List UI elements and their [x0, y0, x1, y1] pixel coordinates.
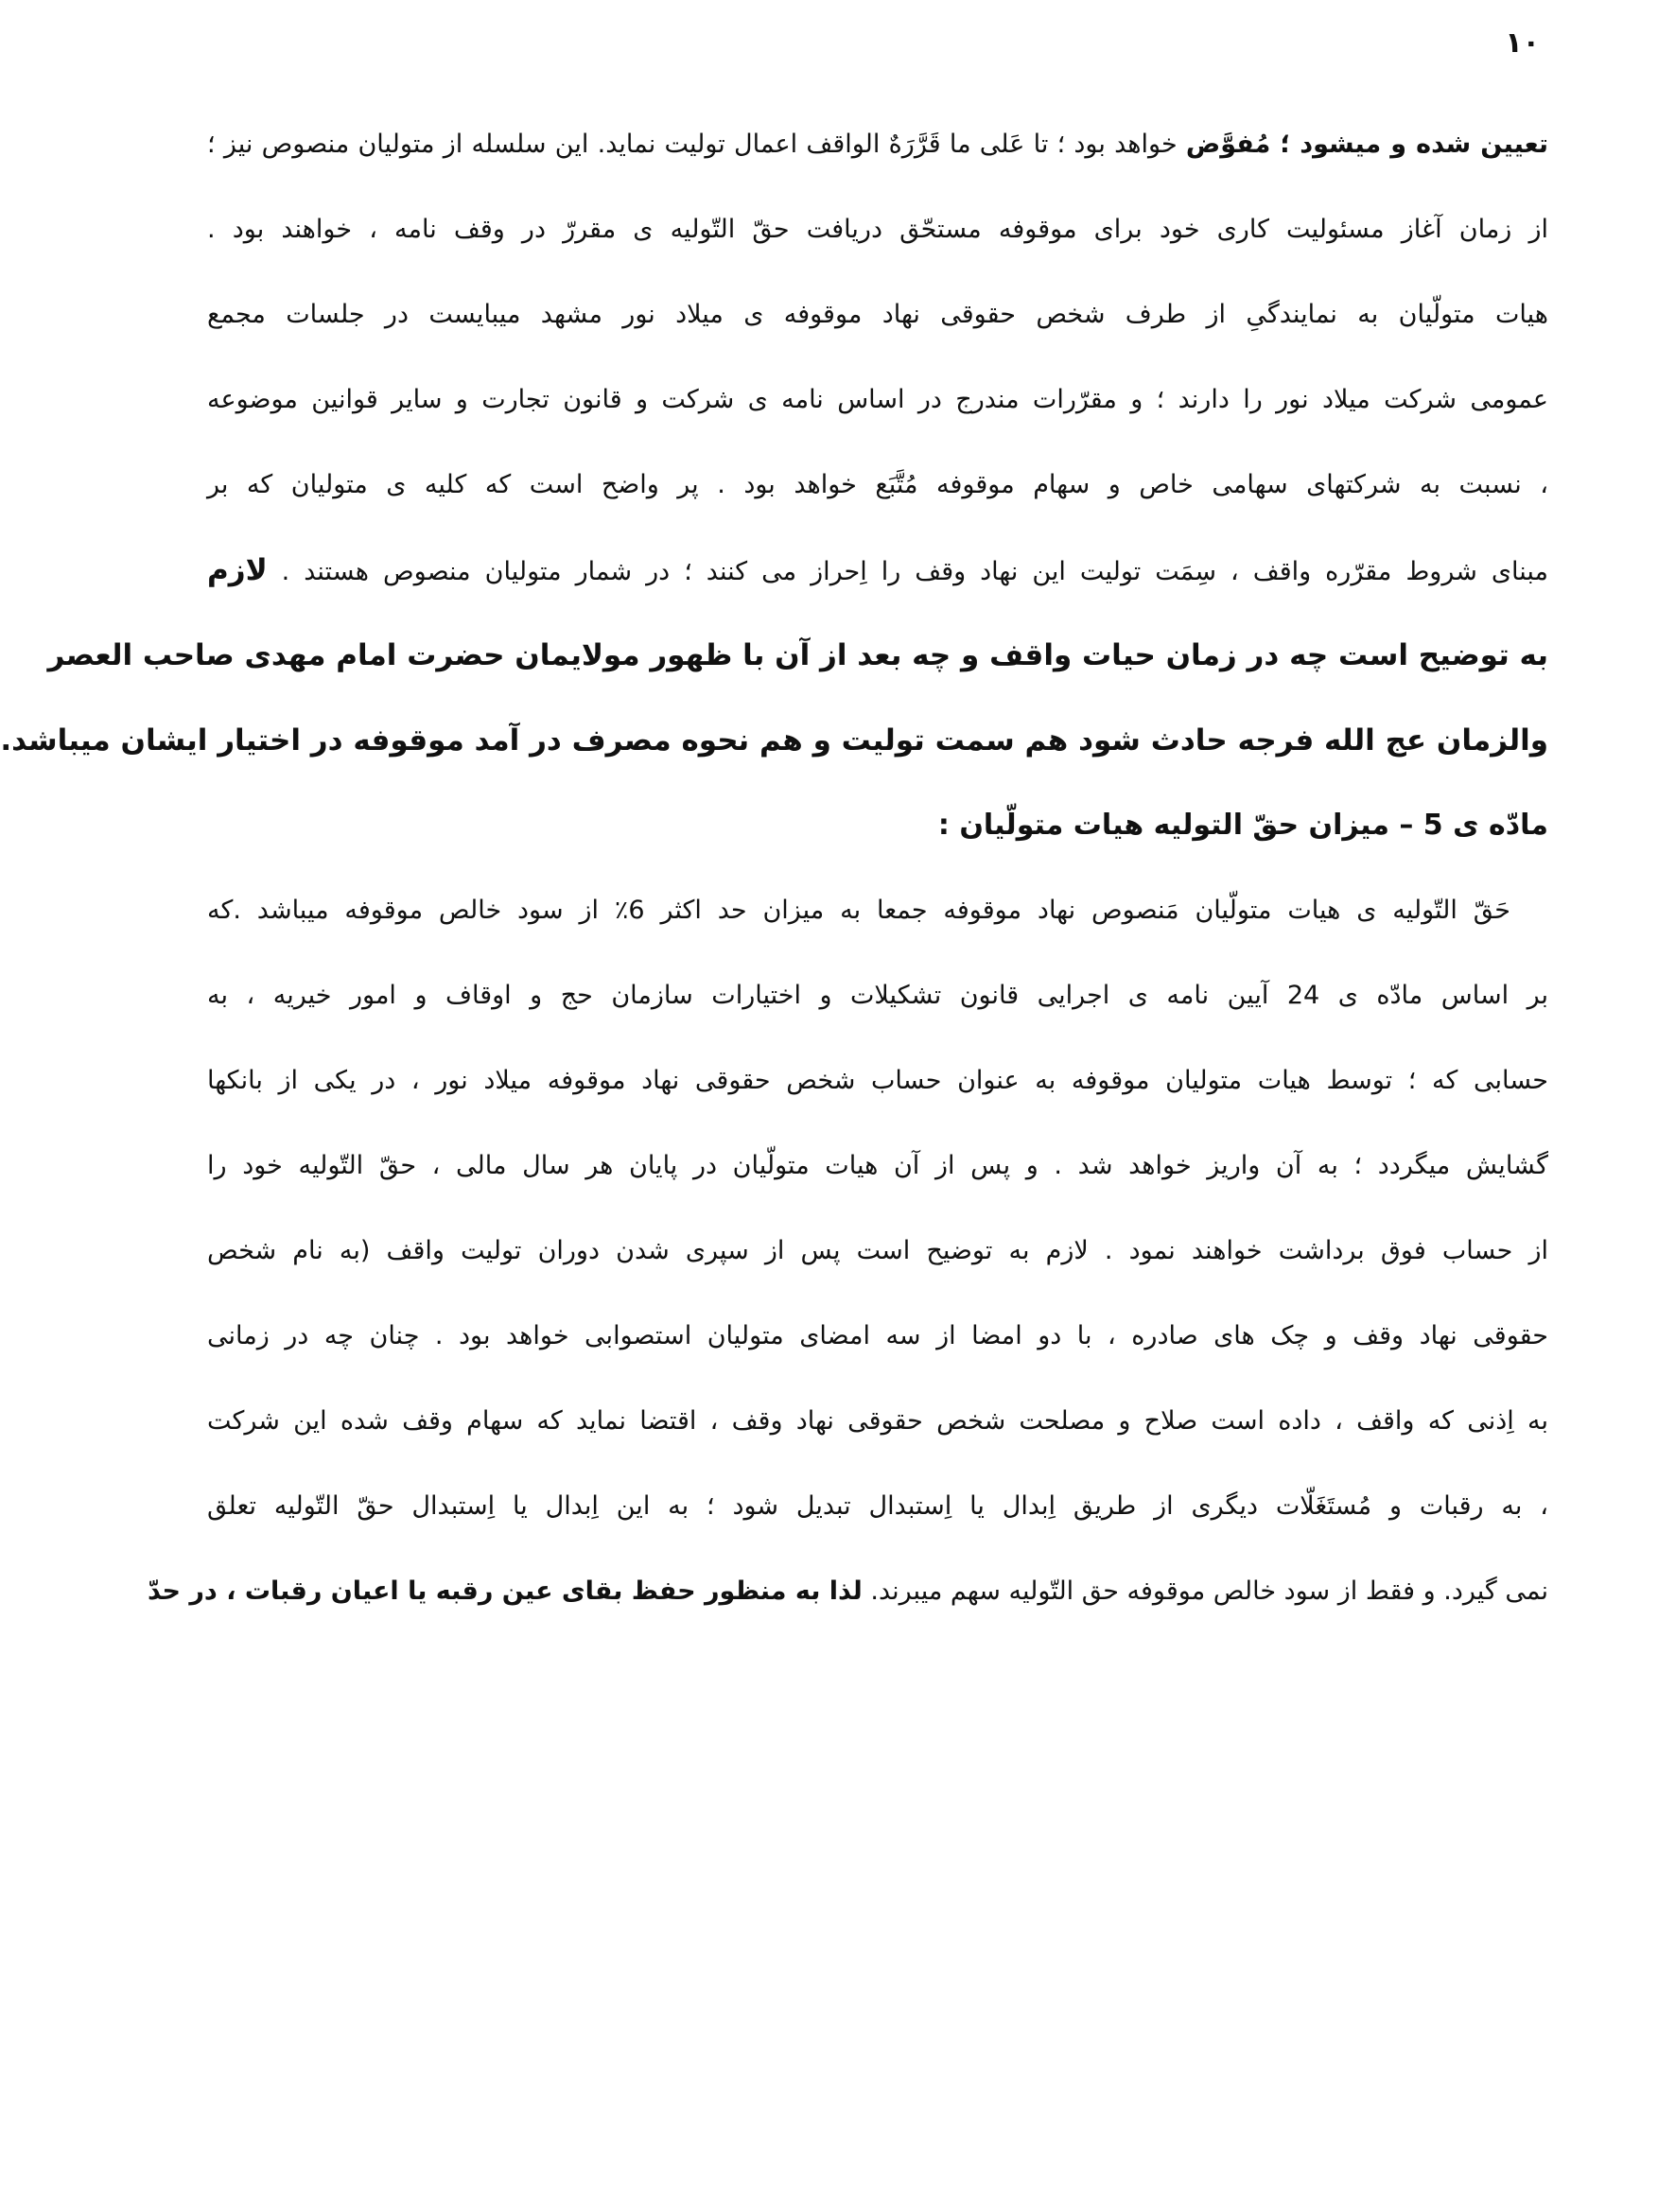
- line-text: حسابی که ؛ توسط هیات متولیان موقوفه به عنوان حساب شخص حقوقی نهاد موقوفه میلاد نور ، در یکی از بانکها: [207, 1066, 1548, 1095]
- line-text: بر اساس مادّه ی 24 آیین نامه ی اجرایی قانون تشکیلات و اختیارات سازمان حج و اوقاف و امور خیریه ، به: [207, 981, 1548, 1010]
- text-line: [207, 282, 1548, 367]
- line-text: هیات متولّیان به نمایندگیِ از طرف شخص حقوقی نهاد موقوفه ی میلاد نور مشهد میبایست در جلسات مجمع: [207, 300, 1548, 329]
- line-text: نمی گیرد. و فقط از سود خالص موقوفه حق التّولیه سهم میبرند.: [862, 1576, 1548, 1606]
- text-line: [207, 963, 1548, 1048]
- text-line: [207, 878, 1548, 963]
- text-line: [207, 1473, 1548, 1559]
- text-line: [207, 1133, 1548, 1218]
- bold-phrase: تعیین شده و میشود ؛ مُفوَّض: [1185, 130, 1548, 159]
- line-text: حَقّ التّولیه ی هیات متولّیان مَنصوص نهاد موقوفه جمعا به میزان حد اکثر 6٪ از سود خالص موقوفه میباشد .که: [207, 896, 1510, 925]
- text-line: [207, 197, 1548, 282]
- line-text: گشایش میگردد ؛ به آن واریز خواهد شد . و پس از آن هیات متولّیان در پایان هر سال مالی ، حقّ التّولیه خود را: [207, 1151, 1548, 1180]
- text-line: [207, 1218, 1548, 1303]
- line-text: ، به رقبات و مُستَغَلّات دیگری از طریق اِبدال یا اِستبدال تبدیل شود ؛ به این اِبدال یا اِستبدال حقّ التّولیه تعلق: [207, 1491, 1548, 1521]
- bold-text-line: والزمان عج الله فرجه حادث شود هم سمت تولیت و هم نحوه مصرف در آمد موقوفه در اختیار ایشان میباشد.: [0, 723, 1548, 758]
- text-line: [207, 112, 1548, 197]
- text-line: [207, 1388, 1548, 1473]
- line-text: ، نسبت به شرکتهای سهامی خاص و سهام موقوفه مُتَّبَع خواهد بود . پر واضح است که کلیه ی متولیان که بر: [207, 470, 1548, 499]
- bold-text-line: به توضیح است چه در زمان حیات واقف و چه بعد از آن با ظهور مولایمان حضرت امام مهدی صاحب العصر: [47, 638, 1548, 672]
- page-number: ۱۰: [1505, 26, 1540, 60]
- article-heading: مادّه ی 5 – میزان حقّ التولیه هیات متولّیان :: [937, 809, 1548, 842]
- line-text: مبنای شروط مقرّره واقف ، سِمَت تولیت این نهاد وقف را اِحراز می کنند ؛ در شمار متولیان منصوص هستند .: [267, 557, 1548, 586]
- text-line: [207, 1048, 1548, 1133]
- text-line: [147, 1559, 1548, 1644]
- line-text: از زمان آغاز مسئولیت کاری خود برای موقوفه مستحّق دریافت حقّ التّولیه ی مقررّ در وقف نامه ، خواهند بود .: [207, 215, 1548, 244]
- document-body: [0, 112, 1548, 1644]
- line-text: عمومی شرکت میلاد نور را دارند ؛ و مقرّرات مندرج در اساس نامه ی شرکت و قانون تجارت و سایر قوانین موضوعه: [207, 385, 1548, 414]
- line-text: از حساب فوق برداشت خواهند نمود . لازم به توضیح است پس از سپری شدن دوران تولیت واقف (به نام شخص: [207, 1236, 1548, 1265]
- line-text: خواهد بود ؛ تا عَلی ما قَرَّرَهٌ الواقف اعمال تولیت نماید. این سلسله از متولیان منصوص نیز ؛: [207, 130, 1186, 159]
- text-line: [207, 537, 1548, 622]
- text-line: [207, 1303, 1548, 1388]
- text-line: [207, 452, 1548, 537]
- bold-phrase: لذا به منظور حفظ بقای عین رقبه یا اعیان رقبات ، در حدّ: [147, 1576, 863, 1606]
- bold-phrase: لازم: [207, 553, 268, 587]
- line-text: حقوقی نهاد وقف و چک های صادره ، با دو امضا از سه امضای متولیان استصوابی خواهد بود . چنان چه در زمانی: [207, 1321, 1548, 1350]
- line-text: به اِذنی که واقف ، داده است صلاح و مصلحت شخص حقوقی نهاد وقف ، اقتضا نماید که سهام وقف شده این شرکت: [207, 1406, 1548, 1436]
- text-line: [207, 367, 1548, 452]
